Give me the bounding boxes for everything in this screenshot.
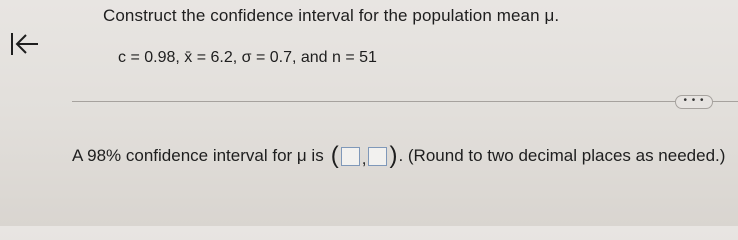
back-arrow-icon[interactable] (10, 30, 40, 58)
answer-row (72, 142, 726, 169)
answer-prefix: A 98% confidence interval for μ is (72, 146, 324, 165)
lower-bound-input[interactable] (341, 147, 360, 166)
close-paren: ) (389, 142, 398, 169)
section-divider (72, 101, 738, 102)
comma-separator: , (361, 149, 367, 168)
rounding-instruction: . (Round to two decimal places as needed.) (398, 146, 726, 165)
open-paren: ( (330, 142, 339, 169)
given-values: c = 0.98, x̄ = 6.2, σ = 0.7, and n = 51 (118, 49, 377, 66)
more-options-button[interactable]: • • • (675, 95, 713, 109)
upper-bound-input[interactable] (368, 147, 387, 166)
question-prompt: Construct the confidence interval for the population mean μ. (103, 6, 560, 25)
